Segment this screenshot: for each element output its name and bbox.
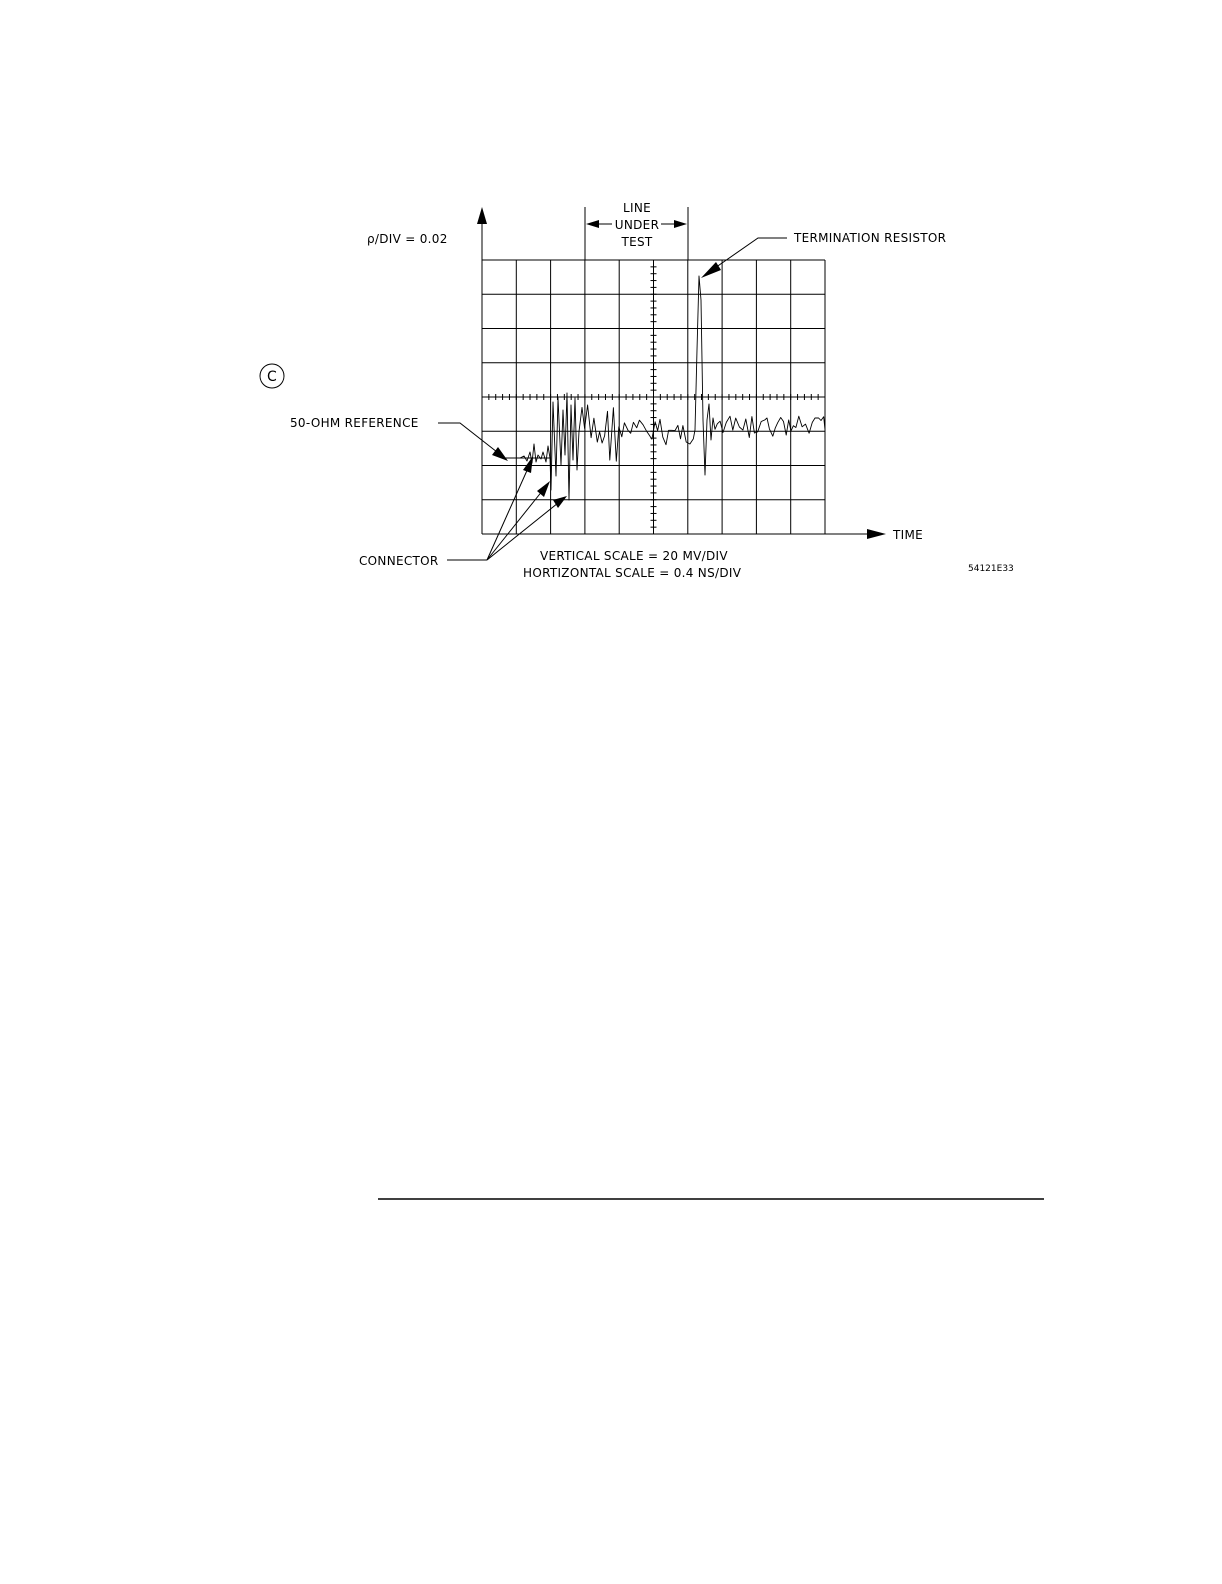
vertical-scale-label: VERTICAL SCALE = 20 MV/DIV bbox=[540, 549, 728, 563]
line-under-test-label-1: LINE bbox=[623, 201, 651, 215]
connector-label: CONNECTOR bbox=[359, 554, 439, 568]
line-under-test-label-2: UNDER bbox=[614, 218, 660, 232]
tdr-waveform-trace bbox=[520, 276, 825, 500]
x-axis-arrowhead bbox=[867, 529, 886, 539]
connector-arrowhead-3 bbox=[553, 496, 567, 508]
line-under-test-left-arrowhead bbox=[586, 220, 599, 228]
rho-div-label: ρ/DIV = 0.02 bbox=[367, 232, 448, 246]
figure-id-label: 54121E33 bbox=[968, 564, 1014, 574]
ohm-reference-arrowhead bbox=[492, 447, 508, 461]
termination-resistor-leader bbox=[712, 238, 787, 270]
connector-leader-2 bbox=[487, 490, 543, 560]
line-under-test-right-arrowhead bbox=[674, 220, 687, 228]
horizontal-scale-label: HORTIZONTAL SCALE = 0.4 NS/DIV bbox=[523, 566, 742, 580]
time-axis-label: TIME bbox=[893, 528, 924, 542]
termination-resistor-label: TERMINATION RESISTOR bbox=[794, 231, 947, 245]
ohm-reference-leader bbox=[438, 423, 497, 452]
termination-resistor-arrowhead bbox=[701, 262, 721, 278]
line-under-test-label-3: TEST bbox=[621, 235, 653, 249]
connector-leader-1 bbox=[487, 466, 529, 560]
ohm-reference-label: 50-OHM REFERENCE bbox=[290, 416, 419, 430]
section-marker-letter: C bbox=[266, 369, 278, 385]
y-axis-arrowhead bbox=[477, 207, 487, 224]
